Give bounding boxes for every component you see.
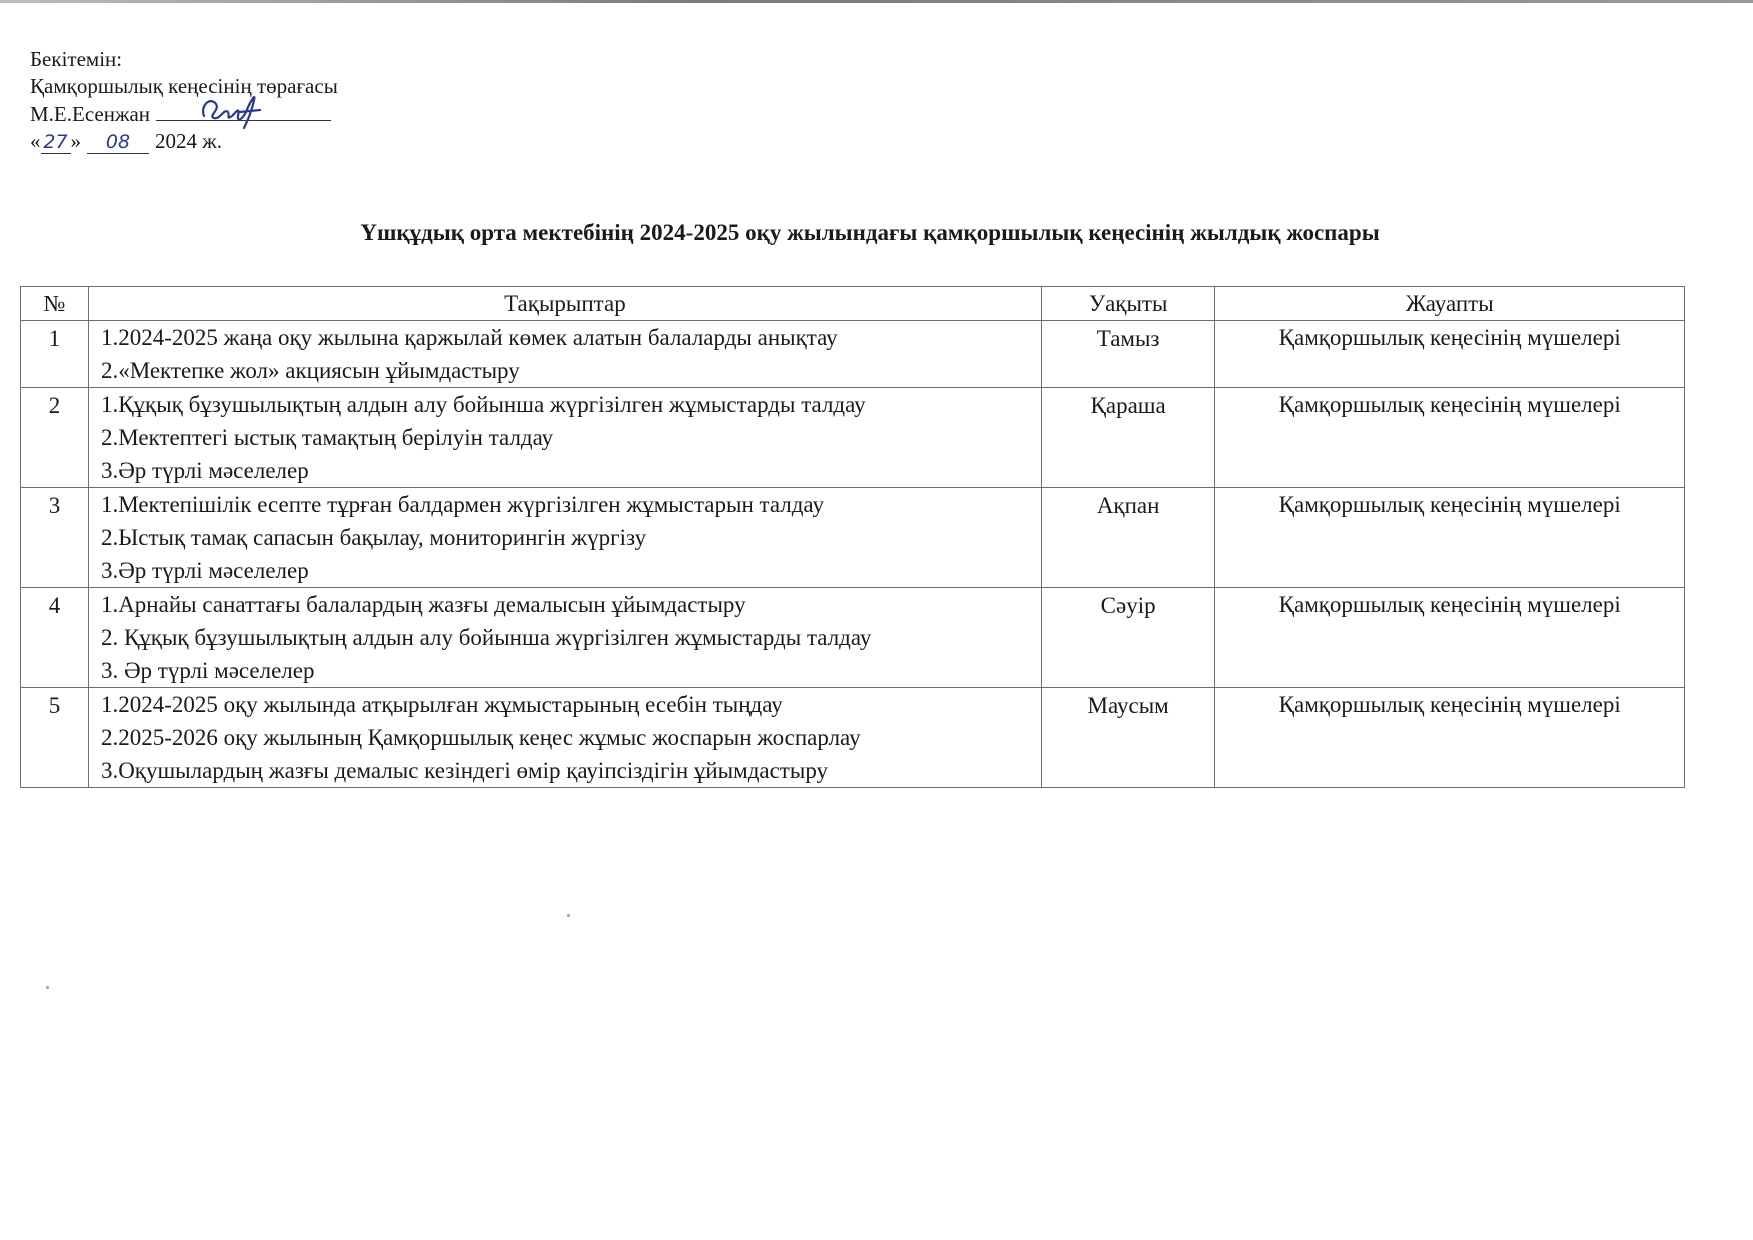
table-row (21, 588, 1685, 688)
table-row (21, 388, 1685, 488)
scan-edge (0, 0, 1753, 3)
row-time: Қараша (1041, 388, 1215, 488)
table-row (21, 688, 1685, 788)
row-time: Сәуір (1041, 588, 1215, 688)
approval-position: Қамқоршылық кеңесінің төрағасы (30, 74, 338, 98)
date-year: 2024 ж. (155, 129, 223, 153)
date-month: 08 (87, 131, 149, 154)
scan-speck (567, 914, 570, 917)
scan-speck (46, 986, 49, 989)
handwritten-signature (196, 86, 266, 130)
row-responsible: Қамқоршылық кеңесінің мүшелері (1215, 688, 1685, 788)
date-close-quote: » (70, 129, 81, 153)
row-topics (88, 321, 1041, 388)
topic-item: 2. Құқық бұзушылықтың алдын алу бойынша жүргізілген жұмыстарды талдау (100, 625, 872, 650)
topic-item: 1.Құқық бұзушылықтың алдын алу бойынша жүргізілген жұмыстарды талдау (100, 392, 866, 417)
row-time: Маусым (1041, 688, 1215, 788)
row-topics (88, 388, 1041, 488)
row-topics (88, 688, 1041, 788)
row-topics (88, 588, 1041, 688)
approval-date (30, 128, 338, 155)
topic-item: 1.Мектепішілік есепте тұрған балдармен жүргізілген жұмыстарын талдау (100, 492, 824, 517)
row-number: 3 (21, 488, 89, 588)
approval-signer (30, 100, 338, 128)
signature-line (156, 100, 331, 121)
topic-item: 1.2024-2025 оқу жылында атқырылған жұмыстарының есебін тыңдау (100, 692, 783, 717)
row-responsible: Қамқоршылық кеңесінің мүшелері (1215, 321, 1685, 388)
row-topics (88, 488, 1041, 588)
approval-heading: Бекітемін: (30, 47, 123, 71)
row-responsible: Қамқоршылық кеңесінің мүшелері (1215, 588, 1685, 688)
topic-item: 1.Арнайы санаттағы балалардың жазғы демалысын ұйымдастыру (100, 592, 746, 617)
row-time: Ақпан (1041, 488, 1215, 588)
annual-plan-table (20, 286, 1685, 788)
row-responsible: Қамқоршылық кеңесінің мүшелері (1215, 388, 1685, 488)
topic-item: 2.Мектептегі ыстық тамақтың берілуін талдау (100, 425, 554, 450)
topic-item: 3.Әр түрлі мәселелер (100, 458, 309, 483)
topic-item: 3.Оқушылардың жазғы демалыс кезіндегі өмір қауіпсіздігін ұйымдастыру (100, 758, 829, 783)
row-time: Тамыз (1041, 321, 1215, 388)
row-number: 5 (21, 688, 89, 788)
document-title: Үшқұдық орта мектебінің 2024-2025 оқу жылындағы қамқоршылық кеңесінің жылдық жоспары (360, 220, 1380, 245)
date-open-quote: « (30, 129, 41, 153)
row-number: 4 (21, 588, 89, 688)
date-day: 27 (41, 131, 71, 154)
header-number: № (21, 287, 89, 321)
table-row (21, 321, 1685, 388)
header-time: Уақыты (1041, 287, 1215, 321)
topic-item: 2.«Мектепке жол» акциясын ұйымдастыру (100, 358, 520, 383)
topic-item: 2.Ыстық тамақ сапасын бақылау, мониторингін жүргізу (100, 525, 647, 550)
approval-block (30, 46, 338, 155)
header-responsible: Жауапты (1215, 287, 1685, 321)
table-header-row (21, 287, 1685, 321)
topic-item: 2.2025-2026 оқу жылының Қамқоршылық кеңес жұмыс жоспарын жоспарлау (100, 725, 861, 750)
topic-item: 3.Әр түрлі мәселелер (100, 558, 309, 583)
topic-item: 1.2024-2025 жаңа оқу жылына қаржылай көмек алатын балаларды анықтау (100, 325, 838, 350)
row-responsible: Қамқоршылық кеңесінің мүшелері (1215, 488, 1685, 588)
row-number: 1 (21, 321, 89, 388)
header-topics: Тақырыптар (88, 287, 1041, 321)
row-number: 2 (21, 388, 89, 488)
signer-name: М.Е.Есенжан (30, 102, 151, 126)
table-row (21, 488, 1685, 588)
topic-item: 3. Әр түрлі мәселелер (100, 658, 315, 683)
